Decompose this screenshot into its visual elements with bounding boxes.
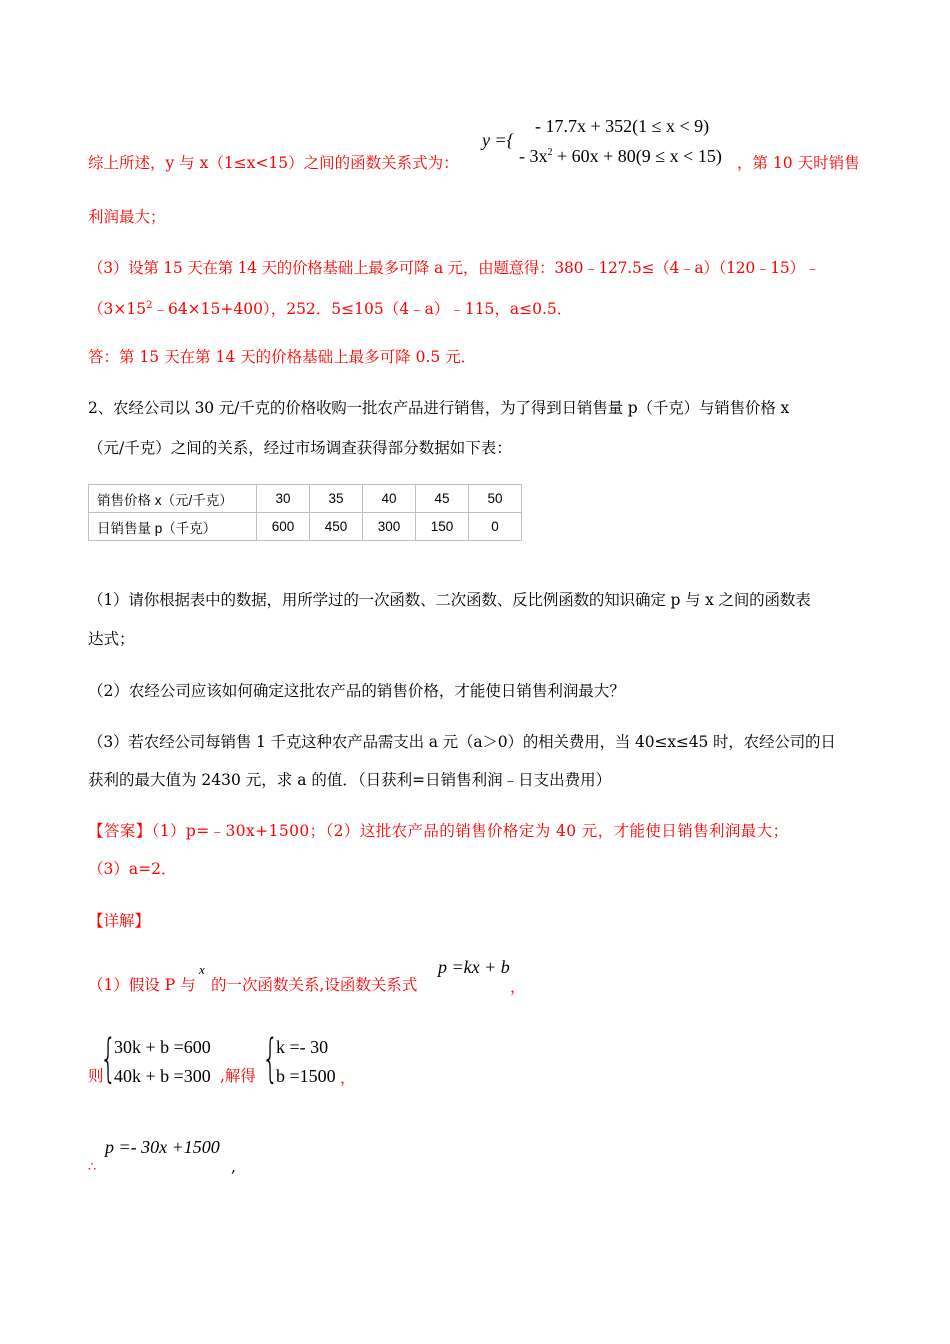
question-3-line-2: 获利的最大值为 2430 元，求 a 的值．（日获利=日销售利润﹣日支出费用） [88, 771, 612, 789]
table-cell: 50 [469, 485, 522, 513]
left-brace-icon: { [100, 1029, 117, 1089]
summary-line-2: 利润最大； [88, 208, 166, 226]
table-cell: 150 [416, 513, 469, 541]
table-cell: 40 [363, 485, 416, 513]
answer-line-1: 【答案】（1）p=﹣30x+1500；（2）这批农产品的销售价格定为 40 元，才能使日销售利润最大； [88, 822, 789, 840]
summary-text: 综上所述，y 与 x（1≤x<15）之间的函数关系式为： [88, 154, 459, 172]
table-header-price: 销售价格 x（元/千克） [89, 485, 257, 513]
formula-piece-1: - 17.7x + 352(1 ≤ x < 9) [535, 116, 710, 136]
comma: , [231, 1158, 236, 1176]
system-eq-2: 40k + b =300 [114, 1066, 211, 1086]
formula-y-eq: y ={ [482, 130, 514, 150]
summary-text-suffix: ，第 10 天时销售 [737, 154, 860, 172]
detail-var-x: x [199, 962, 205, 977]
comma: ， [510, 978, 526, 996]
table-row-price [89, 485, 522, 513]
table-cell: 450 [310, 513, 363, 541]
answer-line-2: （3）a=2． [88, 860, 177, 878]
table-cell: 600 [257, 513, 310, 541]
system-eq-1: 30k + b =600 [114, 1037, 211, 1057]
solve-label: ,解得 [220, 1067, 256, 1085]
table-cell: 30 [257, 485, 310, 513]
question-1-line-2: 达式； [88, 630, 135, 648]
question-3-line-1: （3）若农经公司每销售 1 千克这种农产品需支出 a 元（a＞0）的相关费用，当 40≤x≤45 时，农经公司的日 [88, 733, 836, 751]
result-formula: p =- 30x +1500 [105, 1137, 220, 1157]
detail-line-1: （1）假设 P 与 [88, 976, 196, 994]
solution-eq-1: k =- 30 [276, 1037, 329, 1057]
table-cell: 300 [363, 513, 416, 541]
part3-line-2: $(3\times 15^2﹣64\times 15+400)$，252．5≤105（4﹣a）﹣115，a≤0.5． [88, 300, 573, 319]
part3-line-1: （3）设第 15 天在第 14 天的价格基础上最多可降 a 元，由题意得：380﹣127.5≤（4﹣a）（120﹣15）﹣ [88, 259, 820, 277]
detail-line-1-b: 的一次函数关系,设函数关系式 [211, 976, 418, 994]
question-2: （2）农经公司应该如何确定这批农产品的销售价格，才能使日销售利润最大？ [88, 682, 625, 700]
formula-p-kx-b: p =kx + b [438, 957, 510, 977]
part3-answer: 答：第 15 天在第 14 天的价格基础上最多可降 0.5 元． [88, 348, 477, 366]
table-cell: 35 [310, 485, 363, 513]
table-cell: 0 [469, 513, 522, 541]
problem2-intro-1: 2、农经公司以 30 元/千克的价格收购一批农产品进行销售，为了得到日销售量 p（千克）与销售价格 x [88, 399, 790, 417]
formula-piece-2: - $3x^2 + 60x + 80(9 \le x < 15)$ [519, 146, 722, 166]
detail-heading: 【详解】 [88, 912, 151, 930]
table-cell: 45 [416, 485, 469, 513]
therefore-symbol: ∴ [88, 1160, 97, 1175]
solution-eq-2: b =1500 [276, 1066, 336, 1086]
question-1-line-1: （1）请你根据表中的数据，用所学过的一次函数、二次函数、反比例函数的知识确定 p 与 x 之间的函数表 [88, 591, 811, 609]
sales-data-table [88, 484, 522, 541]
table-header-volume: 日销售量 p（千克） [89, 513, 257, 541]
comma: ， [340, 1069, 356, 1087]
left-brace-icon: { [262, 1029, 279, 1089]
problem2-intro-2: （元/千克）之间的关系，经过市场调查获得部分数据如下表： [88, 439, 512, 457]
table-row-volume [89, 513, 522, 541]
then-label: 则 [88, 1067, 104, 1085]
